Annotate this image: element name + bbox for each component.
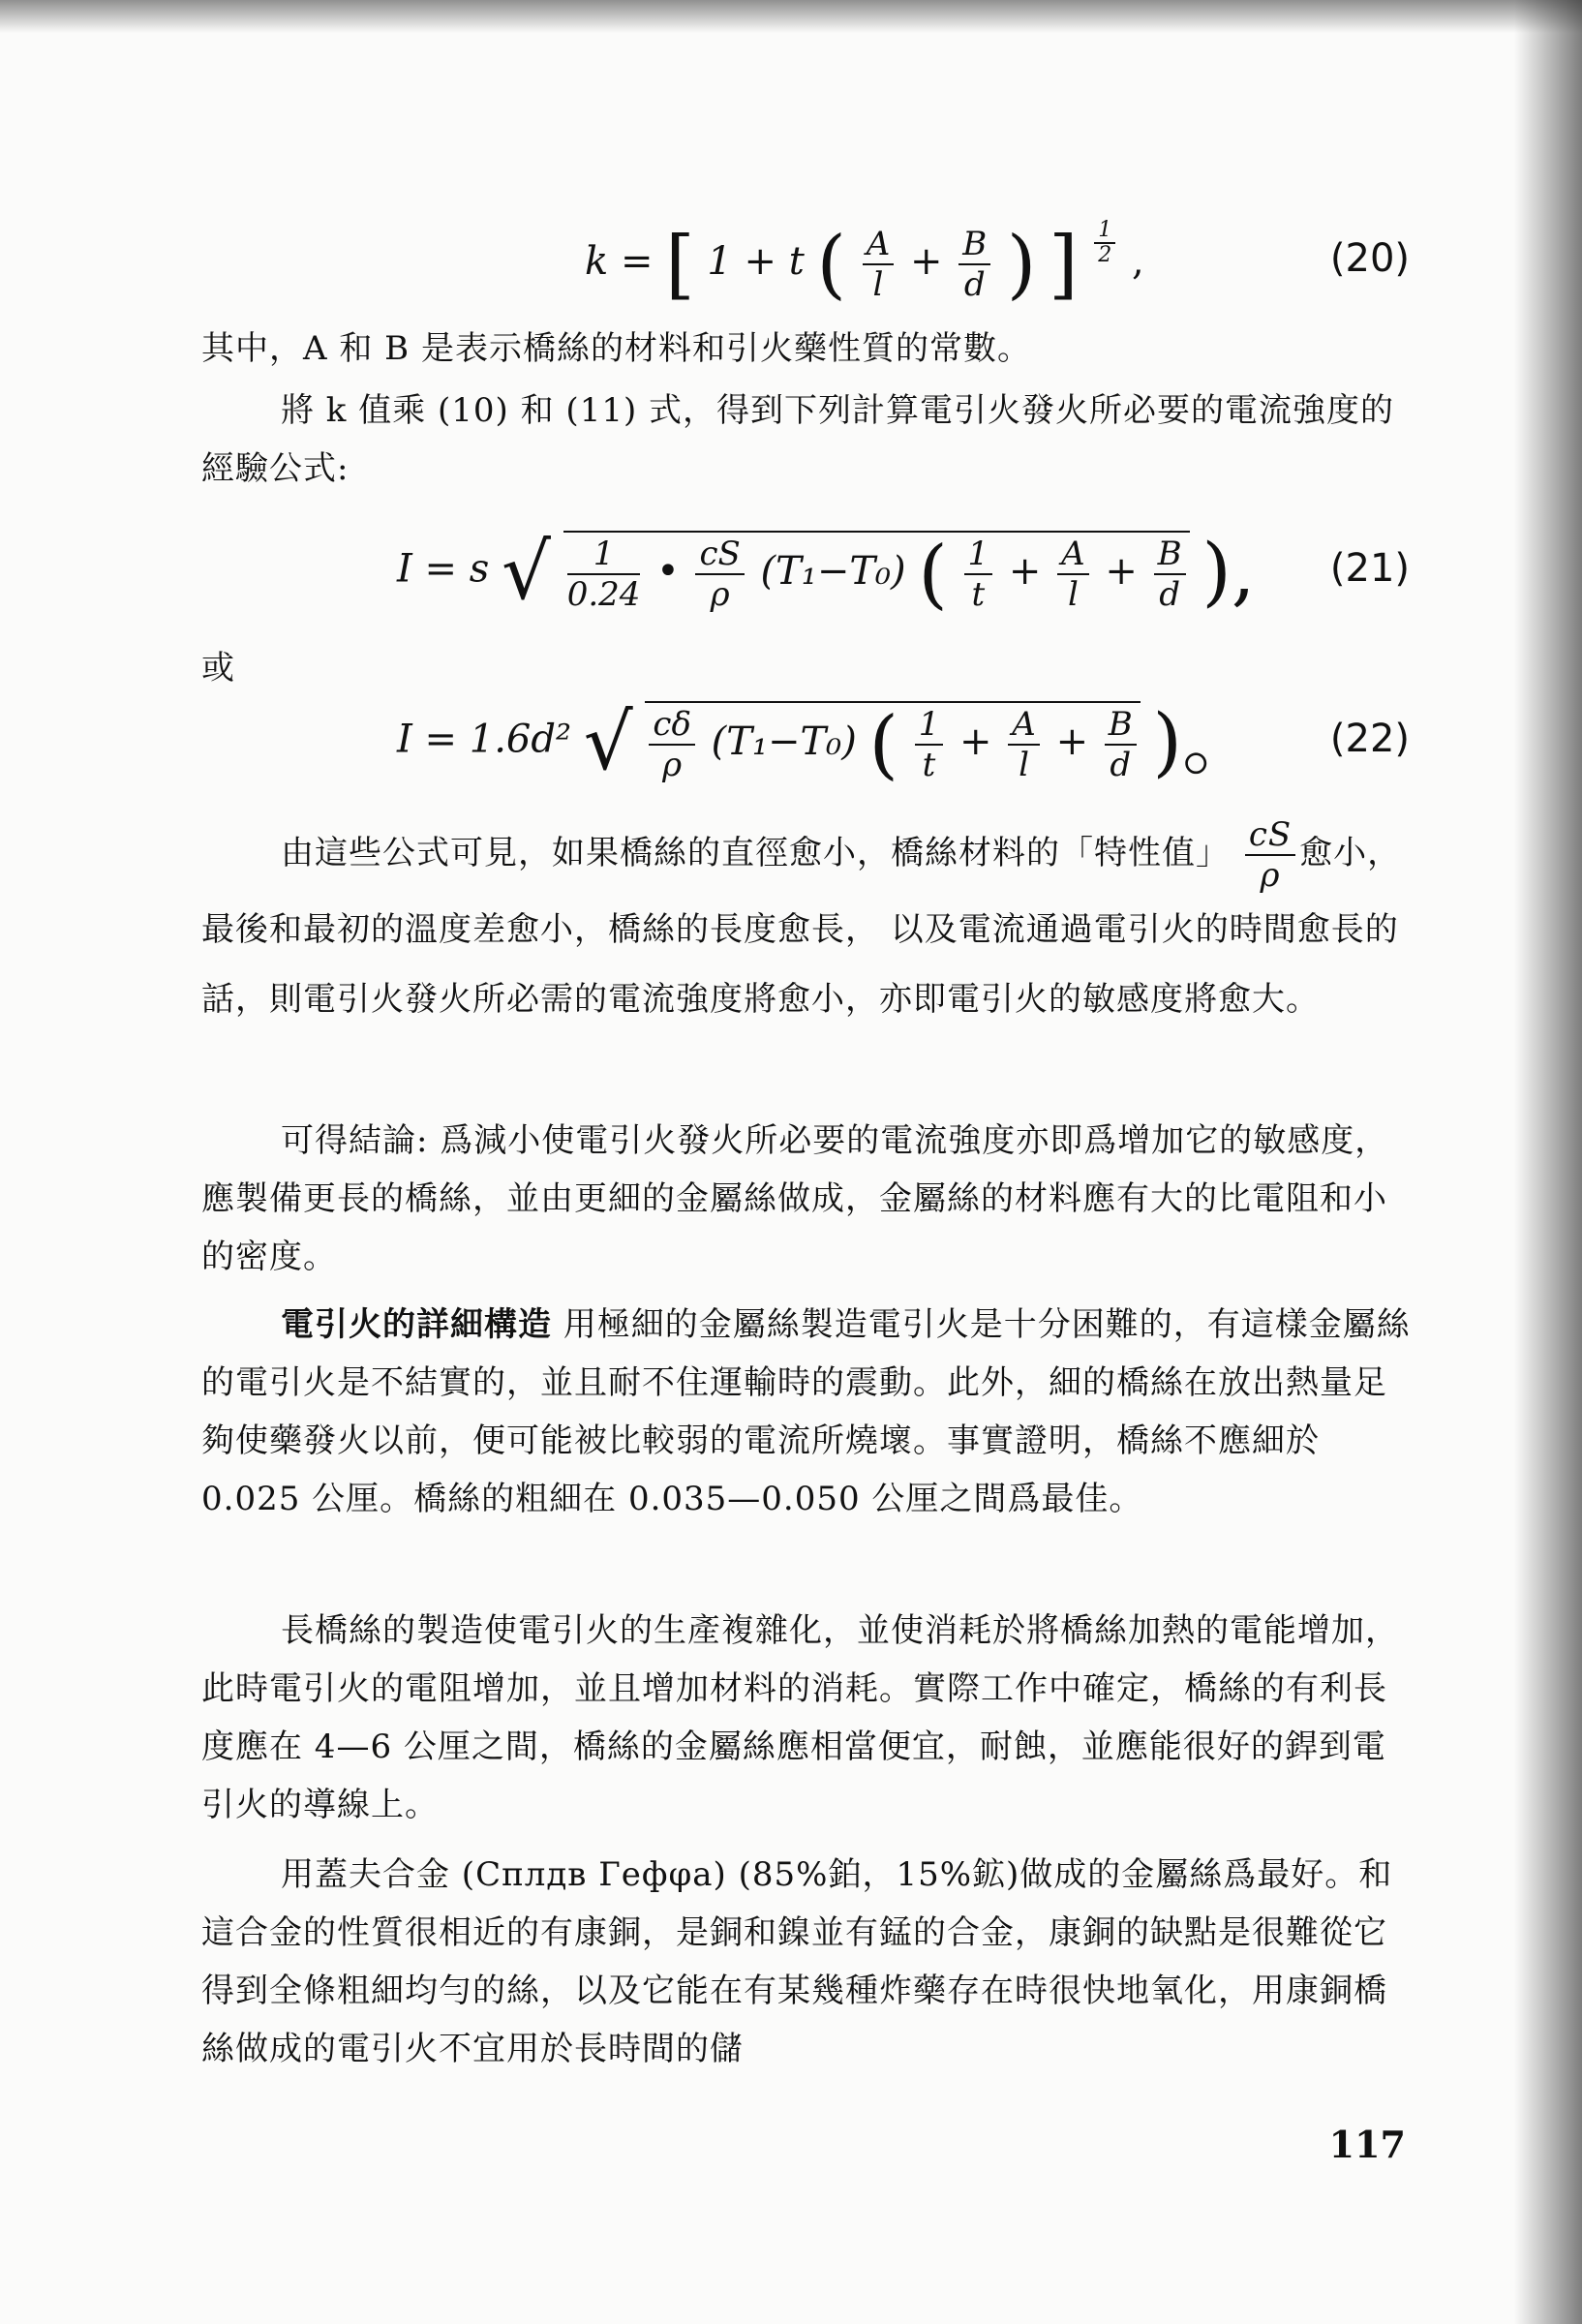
formula-20-open-bracket: [ <box>665 221 695 308</box>
section-heading-detailed-construction: 電引火的詳細構造 <box>281 1305 552 1344</box>
inline-fraction-c-delta-rho: $\frac{cS}{\rho}$ <box>1245 815 1295 895</box>
formula-22-radicand: $\frac{c\delta}{\rho}$ (T₁−T₀) ( $\frac{1}{t}$ + $\frac{A}{l}$ + $\frac{B}{d}$ <box>645 701 1140 784</box>
paragraph-alloy: 用蓋夫合金 (Сплдв Гефφа) (85%鉑，15%鉱)做成的金屬絲爲最好。和這合金的性質很相近的有康銅，是銅和鎳並有錳的合金，康銅的缺點是很難從它得到全條粗細均勻的絲，以及它能在有某幾種炸藥存在時很快地氧化，用康銅橋絲做成的電引火不宜用於長時間的儲 <box>201 1855 1393 2068</box>
formula-21: I = s √ $\frac{1}{0.24}$ • $\frac{cS}{\rho}$ (T₁−T₀) ( $\frac{1}{t}$ + $\frac{A}{l}$ + $\frac{B}{d}$ ), (21) <box>397 527 1410 618</box>
formula-21-lhs: I = s <box>397 546 490 592</box>
or-label: 或 <box>201 649 235 688</box>
paragraph-constants: 其中，A 和 B 是表示橋絲的材料和引火藥性質的常數。 <box>201 329 1031 368</box>
formula-20-frac-b: $\frac{B}{d}$ <box>958 225 990 304</box>
formula-20-frac-a: $\frac{A}{l}$ <box>863 225 895 304</box>
formula-20-close-bracket: ] <box>1049 221 1079 308</box>
formula-20-one-plus-t: 1 + t <box>707 239 805 284</box>
formula-20: k = [ 1 + t ( $\frac{A}{l}$ + $\frac{B}{d}$ ) ] $\frac{1}{2}$ , (20) <box>585 218 1410 308</box>
paragraph-formula-discussion: 由這些公式可見，如果橋絲的直徑愈小，橋絲材料的「特性值」 $\frac{cS}{\rho}$ 愈小，最後和最初的溫度差愈小，橋絲的長度愈長， 以及電流通過電引火的時間愈長的話，則電引火發火所必需的電流強度將愈小，亦即電引火的敏感度將愈大。 <box>201 815 1402 1019</box>
formula-20-exponent: $\frac{1}{2}$ <box>1094 219 1115 267</box>
equation-number-20: (20) <box>1329 236 1410 281</box>
scan-shadow-top <box>0 0 1582 33</box>
paragraph-conclusion: 可得結論: 爲減小使電引火發火所必要的電流強度亦即爲增加它的敏感度，應製備更長的橋絲，並由更細的金屬絲做成，金屬絲的材料應有大的比電阻和小的密度。 <box>201 1121 1389 1276</box>
paragraph-detailed-construction: 電引火的詳細構造 用極細的金屬絲製造電引火是十分困難的，有這樣金屬絲的電引火是不結實的，並且耐不住運輸時的震動。此外，細的橋絲在放出熱量足夠使藥發火以前，便可能被比較弱的電流所燒壞。事實證明，橋絲不應細於 0.025 公厘。橋絲的粗細在 0.035—0.050 公厘之間爲最佳。 <box>201 1305 1411 1518</box>
equation-number-22: (22) <box>1329 717 1410 761</box>
formula-20-lhs: k = <box>585 239 654 284</box>
formula-21-radicand: $\frac{1}{0.24}$ • $\frac{cS}{\rho}$ (T₁−T₀) ( $\frac{1}{t}$ + $\frac{A}{l}$ + $\frac{B}{d}$ <box>563 531 1190 614</box>
formula-22-lhs: I = 1.6d² <box>397 717 571 762</box>
paragraph-long-bridge-wire: 長橋絲的製造使電引火的生產複雜化，並使消耗於將橋絲加熱的電能增加，此時電引火的電阻增加，並且增加材料的消耗。實際工作中確定，橋絲的有利長度應在 4—6 公厘之間，橋絲的金屬絲應相當便宜，耐蝕，並應能很好的銲到電引火的導線上。 <box>201 1611 1399 1824</box>
page-number: 117 <box>1328 2123 1406 2166</box>
scan-shadow-right <box>1514 0 1582 2324</box>
equation-number-21: (21) <box>1329 546 1410 591</box>
formula-22: I = 1.6d² √ $\frac{c\delta}{\rho}$ (T₁−T₀) ( $\frac{1}{t}$ + $\frac{A}{l}$ + $\frac{B}{d}$ )。 (22) <box>397 697 1410 788</box>
paragraph-k-value: 將 k 值乘 (10) 和 (11) 式，得到下列計算電引火發火所必要的電流強度的經驗公式: <box>201 391 1395 488</box>
